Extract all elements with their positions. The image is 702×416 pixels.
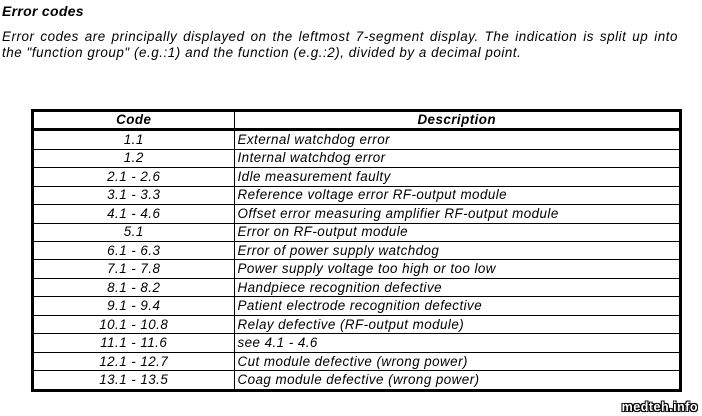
error-description: see 4.1 - 4.6: [234, 334, 679, 352]
error-description: Patient electrode recognition defective: [234, 297, 679, 315]
error-description: Coag module defective (wrong power): [234, 371, 679, 389]
error-codes-grid: [34, 112, 679, 389]
table-row: [34, 334, 679, 352]
error-code: 3.1 - 3.3: [34, 186, 234, 204]
description-column-header: Description: [234, 112, 679, 130]
error-description: Error on RF-output module: [234, 223, 679, 241]
error-code: 5.1: [34, 223, 234, 241]
error-code: 9.1 - 9.4: [34, 297, 234, 315]
error-code: 2.1 - 2.6: [34, 168, 234, 186]
table-row: [34, 149, 679, 167]
watermark: medteh.info: [621, 400, 698, 414]
error-description: Handpiece recognition defective: [234, 278, 679, 296]
table-row: [34, 278, 679, 296]
error-code: 6.1 - 6.3: [34, 242, 234, 260]
table-row: [34, 371, 679, 389]
error-description: Power supply voltage too high or too low: [234, 260, 679, 278]
error-code: 8.1 - 8.2: [34, 278, 234, 296]
error-description: Idle measurement faulty: [234, 168, 679, 186]
error-description: Reference voltage error RF-output module: [234, 186, 679, 204]
error-code: 1.2: [34, 149, 234, 167]
table-row: [34, 186, 679, 204]
table-row: [34, 205, 679, 223]
error-description: Internal watchdog error: [234, 149, 679, 167]
error-code: 11.1 - 11.6: [34, 334, 234, 352]
table-row: [34, 242, 679, 260]
table-row: [34, 130, 679, 150]
error-code: 4.1 - 4.6: [34, 205, 234, 223]
error-description: External watchdog error: [234, 130, 679, 150]
table-row: [34, 315, 679, 333]
error-description: Error of power supply watchdog: [234, 242, 679, 260]
intro-paragraph: Error codes are principally displayed on the leftmost 7-segment display. The indication is split up into the "function group" (e.g.:1) and the function (e.g.:2), divided by a decimal point.: [2, 29, 678, 60]
error-code: 12.1 - 12.7: [34, 352, 234, 370]
table-row: [34, 352, 679, 370]
error-code: 10.1 - 10.8: [34, 315, 234, 333]
code-column-header: Code: [34, 112, 234, 130]
error-code: 1.1: [34, 130, 234, 150]
error-code: 13.1 - 13.5: [34, 371, 234, 389]
table-row: [34, 168, 679, 186]
error-description: Offset error measuring amplifier RF-output module: [234, 205, 679, 223]
page-title: Error codes: [2, 3, 84, 19]
table-header-row: [34, 112, 679, 130]
error-description: Relay defective (RF-output module): [234, 315, 679, 333]
error-code: 7.1 - 7.8: [34, 260, 234, 278]
table-row: [34, 223, 679, 241]
error-description: Cut module defective (wrong power): [234, 352, 679, 370]
table-row: [34, 297, 679, 315]
table-row: [34, 260, 679, 278]
error-codes-table: [31, 109, 682, 392]
